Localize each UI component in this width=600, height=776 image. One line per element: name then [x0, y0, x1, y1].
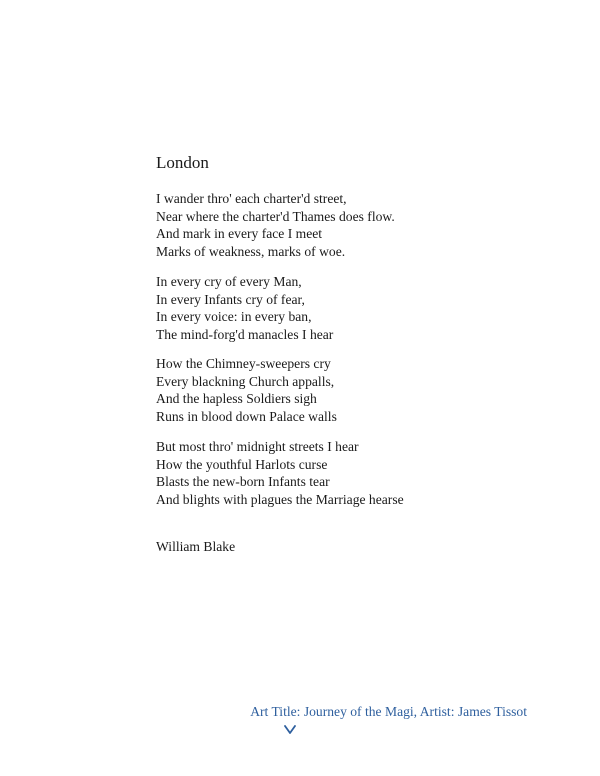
expand-toggle-button[interactable]: [281, 719, 299, 739]
poem-line: And the hapless Soldiers sigh: [156, 391, 317, 406]
poem-line: Near where the charter'd Thames does flow.: [156, 208, 395, 224]
poem-line: In every Infants cry of fear,: [156, 291, 305, 307]
poem-title: London: [156, 153, 209, 172]
poem-line: And blights with plagues the Marriage hearse: [156, 491, 404, 507]
poem-line: The mind-forg'd manacles I hear: [156, 326, 334, 342]
poem-line: Marks of weakness, marks of woe.: [156, 243, 346, 259]
stanza: [156, 190, 395, 260]
poem-line: But most thro' midnight streets I hear: [156, 439, 359, 454]
chevron-down-icon: [284, 725, 296, 734]
poem-line: How the youthful Harlots curse: [156, 456, 328, 472]
poem-line: Blasts the new-born Infants tear: [156, 474, 330, 489]
stanza: [156, 438, 404, 508]
stanza: [156, 273, 333, 343]
poem-line: And mark in every face I meet: [156, 226, 323, 241]
poem-line: Runs in blood down Palace walls: [156, 408, 337, 424]
poem-line: In every cry of every Man,: [156, 274, 302, 289]
poem-author: William Blake: [156, 539, 236, 554]
poem-line: I wander thro' each charter'd street,: [156, 191, 347, 206]
art-credit: Art Title: Journey of the Magi, Artist: James Tissot: [250, 704, 527, 719]
stanza: [156, 355, 337, 425]
poem-line: Every blackning Church appalls,: [156, 373, 335, 389]
poem-line: How the Chimney-sweepers cry: [156, 356, 331, 371]
poem-line: In every voice: in every ban,: [156, 309, 312, 324]
